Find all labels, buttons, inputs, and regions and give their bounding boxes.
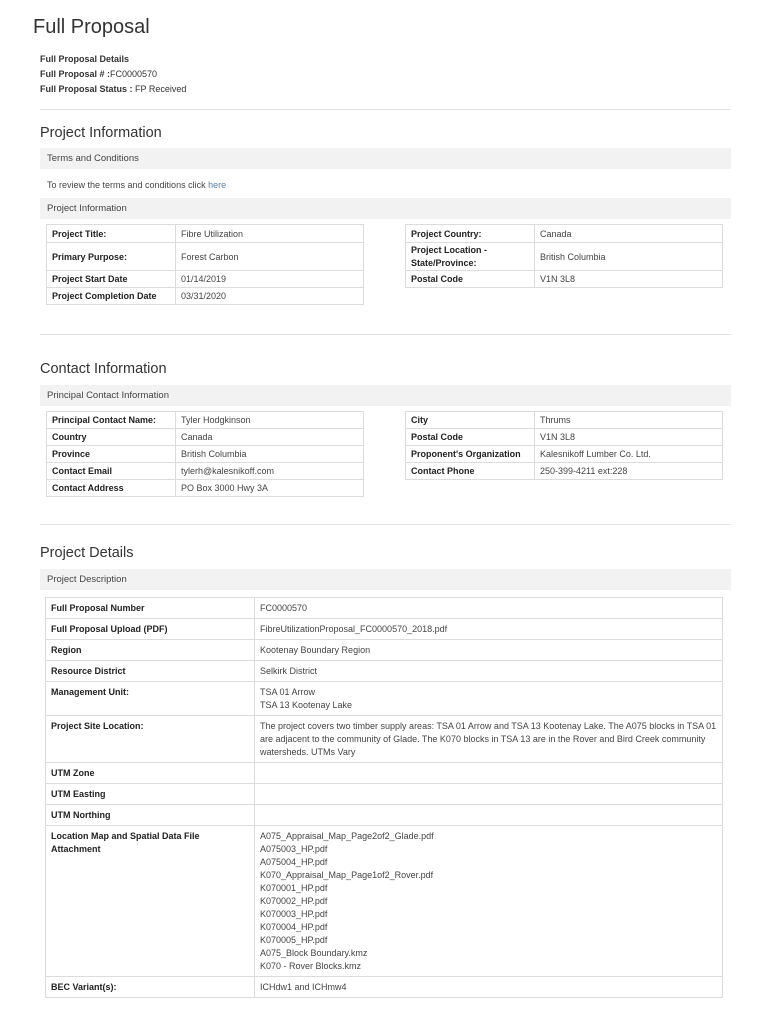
table-row [47, 225, 364, 243]
row-label: Contact Email [47, 463, 176, 480]
table-row [406, 243, 723, 271]
table-row [46, 716, 723, 763]
table-row [46, 784, 723, 805]
contact-information-heading: Contact Information [40, 361, 167, 377]
row-label: Postal Code [406, 271, 535, 288]
terms-text: To review the terms and conditions click [47, 180, 209, 190]
table-row [47, 288, 364, 305]
row-label: BEC Variant(s): [46, 977, 255, 998]
row-value: PO Box 3000 Hwy 3A [176, 480, 364, 497]
row-label: Contact Phone [406, 463, 535, 480]
details-label: Full Proposal Details [40, 54, 130, 64]
row-label: Project Completion Date [47, 288, 176, 305]
value-line: TSA 01 Arrow [260, 687, 316, 697]
proposal-status-value: FP Received [132, 84, 187, 94]
table-row [406, 463, 723, 480]
row-value [255, 716, 723, 763]
row-value: V1N 3L8 [535, 271, 723, 288]
row-value: British Columbia [535, 243, 723, 271]
principal-contact-bar: Principal Contact Information [40, 385, 731, 406]
table-row [46, 619, 723, 640]
row-value: Canada [535, 225, 723, 243]
row-value [255, 598, 723, 619]
row-value [255, 619, 723, 640]
terms-link[interactable]: here [208, 180, 227, 190]
table-row [47, 429, 364, 446]
page-title: Full Proposal [33, 16, 150, 38]
table-row [46, 682, 723, 716]
row-label: City [406, 412, 535, 429]
row-value: 250-399-4211 ext:228 [535, 463, 723, 480]
divider [40, 334, 731, 335]
row-label: Project Start Date [47, 271, 176, 288]
project-details-heading: Project Details [40, 545, 134, 561]
terms-bar: Terms and Conditions [40, 148, 731, 169]
row-value: British Columbia [176, 446, 364, 463]
row-label: Postal Code [406, 429, 535, 446]
terms-note [47, 180, 226, 190]
row-value: Forest Carbon [176, 243, 364, 271]
proposal-number-label: Full Proposal # : [40, 69, 111, 79]
row-value [255, 784, 723, 805]
row-value: Thrums [535, 412, 723, 429]
row-label: Project Title: [47, 225, 176, 243]
row-label: Location Map and Spatial Data File Attachment [46, 826, 255, 977]
table-row [47, 271, 364, 288]
row-label: Project Site Location: [46, 716, 255, 763]
table-row [406, 429, 723, 446]
row-value [255, 640, 723, 661]
row-value [255, 682, 723, 716]
row-value [255, 661, 723, 682]
row-label: Primary Purpose: [47, 243, 176, 271]
value-text: FC0000570 [260, 603, 308, 613]
value-line: K070004_HP.pdf [260, 922, 328, 932]
row-value: Canada [176, 429, 364, 446]
row-value [255, 826, 723, 977]
row-label: Contact Address [47, 480, 176, 497]
table-row [406, 412, 723, 429]
table-row [406, 446, 723, 463]
table-row [47, 412, 364, 429]
table-row [46, 661, 723, 682]
proposal-number-value: FC0000570 [110, 69, 158, 79]
row-value: Tyler Hodgkinson [176, 412, 364, 429]
row-label: Full Proposal Number [46, 598, 255, 619]
row-value: V1N 3L8 [535, 429, 723, 446]
value-line: TSA 13 Kootenay Lake [260, 700, 353, 710]
value-line: K070002_HP.pdf [260, 896, 328, 906]
table-row [406, 271, 723, 288]
row-label: Full Proposal Upload (PDF) [46, 619, 255, 640]
contact-right-table [405, 411, 723, 480]
row-label: Region [46, 640, 255, 661]
value-line: K070005_HP.pdf [260, 935, 328, 945]
row-value: 03/31/2020 [176, 288, 364, 305]
value-line: K070_Appraisal_Map_Page1of2_Rover.pdf [260, 870, 434, 880]
table-row [47, 243, 364, 271]
value-text [260, 767, 717, 780]
divider [40, 524, 731, 525]
project-description-table [45, 597, 723, 998]
value-text: Selkirk District [260, 666, 318, 676]
value-line: K070001_HP.pdf [260, 883, 328, 893]
row-value: Kalesnikoff Lumber Co. Ltd. [535, 446, 723, 463]
value-line: K070003_HP.pdf [260, 909, 328, 919]
table-row [46, 763, 723, 784]
table-row [47, 463, 364, 480]
table-row [46, 598, 723, 619]
row-label: UTM Northing [46, 805, 255, 826]
table-row [406, 225, 723, 243]
row-label: Project Country: [406, 225, 535, 243]
project-info-right-table [405, 224, 723, 288]
row-label: Principal Contact Name: [47, 412, 176, 429]
proposal-summary [40, 52, 186, 97]
proposal-status-label: Full Proposal Status : [40, 84, 133, 94]
row-label: Resource District [46, 661, 255, 682]
project-information-heading: Project Information [40, 125, 162, 141]
table-row [47, 480, 364, 497]
project-description-bar: Project Description [40, 569, 731, 590]
table-row [46, 640, 723, 661]
value-text: FibreUtilizationProposal_FC0000570_2018.pdf [260, 624, 448, 634]
value-text: Kootenay Boundary Region [260, 645, 371, 655]
value-text [260, 788, 717, 801]
row-value [255, 977, 723, 998]
value-line: K070 - Rover Blocks.kmz [260, 961, 362, 971]
row-value [255, 763, 723, 784]
value-line: A075004_HP.pdf [260, 857, 328, 867]
value-text: ICHdw1 and ICHmw4 [260, 982, 347, 992]
value-line: A075_Block Boundary.kmz [260, 948, 368, 958]
row-label: UTM Easting [46, 784, 255, 805]
table-row [46, 977, 723, 998]
row-value: Fibre Utilization [176, 225, 364, 243]
row-label: UTM Zone [46, 763, 255, 784]
value-line: A075_Appraisal_Map_Page2of2_Glade.pdf [260, 831, 434, 841]
table-row [47, 446, 364, 463]
project-information-bar: Project Information [40, 198, 731, 219]
value-text [260, 809, 717, 822]
row-label: Province [47, 446, 176, 463]
contact-left-table [46, 411, 364, 497]
contact-email: tylerh@kalesnikoff.com [176, 463, 364, 480]
table-row [46, 826, 723, 977]
row-value [255, 805, 723, 826]
row-label: Proponent's Organization [406, 446, 535, 463]
row-label: Management Unit: [46, 682, 255, 716]
value-text: The project covers two timber supply areas: TSA 01 Arrow and TSA 13 Kootenay Lake. The A075 blocks in TSA 01 are adjacent to the community of Glade. The K070 blocks in TSA 13 are in the Rover and Bird Creek community watersheds. UTMs Vary [260, 721, 717, 757]
table-row [46, 805, 723, 826]
divider [40, 109, 731, 110]
project-info-left-table [46, 224, 364, 305]
value-line: A075003_HP.pdf [260, 844, 328, 854]
row-value: 01/14/2019 [176, 271, 364, 288]
row-label: Country [47, 429, 176, 446]
row-label: Project Location - State/Province: [406, 243, 535, 271]
